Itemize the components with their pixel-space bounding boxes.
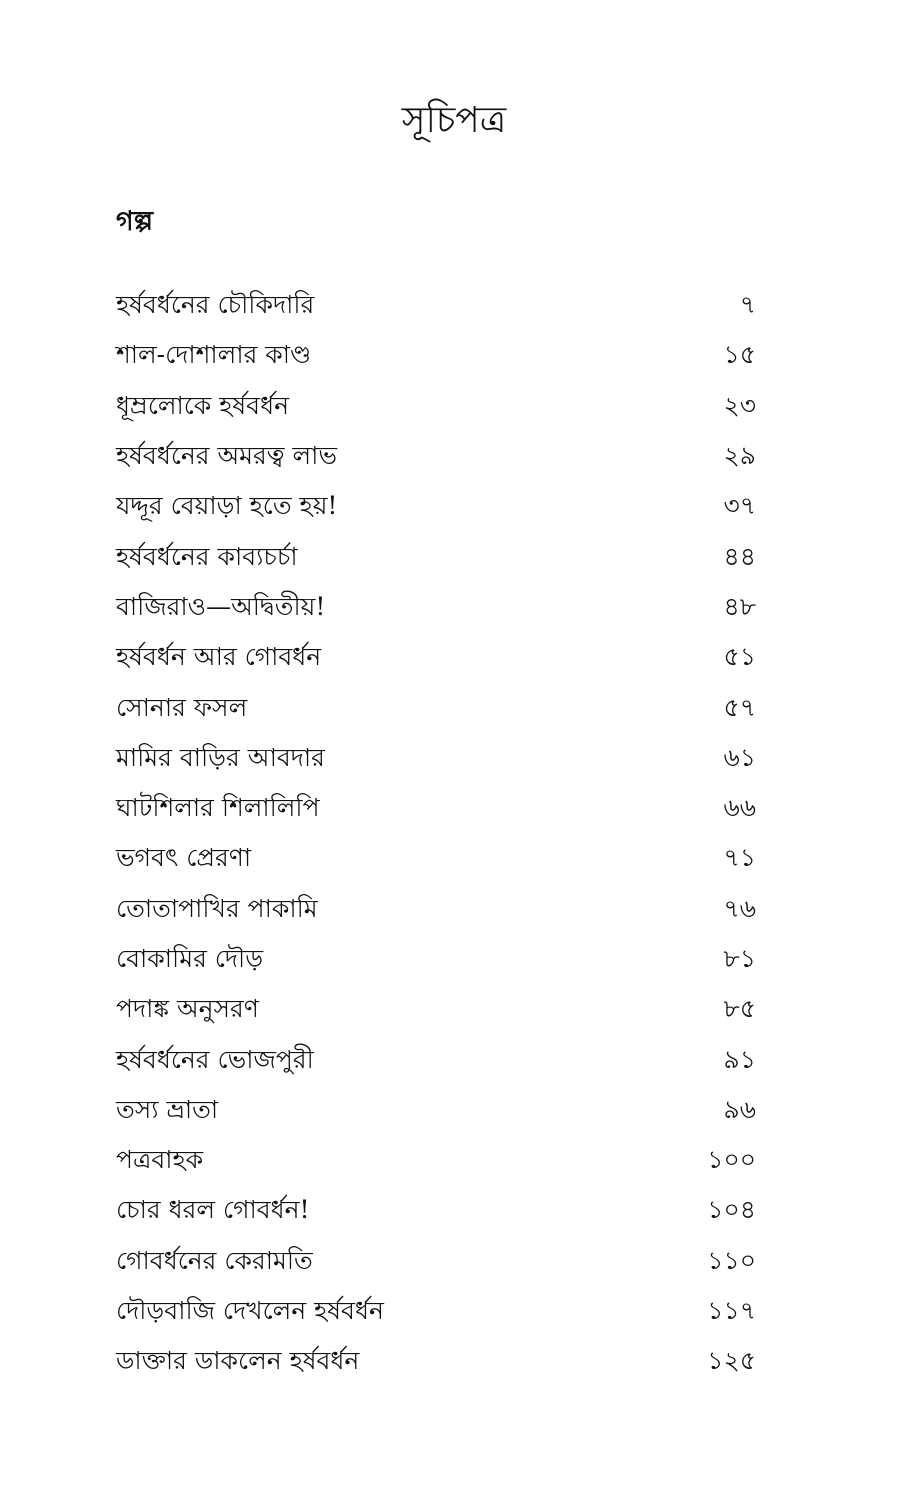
toc-entry-title: যদ্দূর বেয়াড়া হতে হয়! (116, 491, 338, 521)
toc-entry-page-number: ৭১ (723, 843, 756, 873)
toc-entry-page-number: ১০০ (707, 1145, 756, 1175)
toc-entry (116, 481, 756, 531)
toc-entry-title: শাল-দোশালার কাণ্ড (116, 340, 312, 370)
toc-entry (116, 1135, 756, 1185)
toc-entry-page-number: ৮৫ (723, 994, 756, 1024)
toc-entry (116, 1336, 756, 1386)
toc-entry-page-number: ৭ (739, 290, 756, 320)
toc-entry-title: বোকামির দৌড় (116, 944, 264, 973)
page-title: সূচিপত্র (401, 100, 507, 141)
toc-entry-page-number: ৬৬ (723, 793, 756, 823)
toc-entry (116, 1286, 756, 1336)
toc-entry-page-number: ৬১ (723, 742, 756, 772)
toc-entry-title: মামির বাড়ির আবদার (116, 742, 325, 772)
toc-entry (116, 1185, 756, 1235)
table-of-contents (116, 280, 756, 1387)
toc-entry (116, 833, 756, 883)
toc-entry-page-number: ২৯ (723, 441, 756, 471)
toc-entry-title: ভগবৎ প্রেরণা (116, 843, 252, 873)
toc-entry-title: সোনার ফসল (116, 692, 248, 722)
toc-entry-title: ঘাটশিলার শিলালিপি (116, 793, 320, 823)
toc-entry (116, 733, 756, 783)
toc-entry-title: হর্ষবর্ধনের অমরত্ব লাভ (116, 441, 338, 471)
toc-entry-page-number: ৫১ (723, 642, 756, 672)
toc-entry-page-number: ৮১ (723, 944, 756, 973)
toc-entry (116, 280, 756, 330)
toc-entry (116, 934, 756, 984)
toc-entry (116, 531, 756, 581)
toc-entry (116, 1236, 756, 1286)
toc-entry (116, 682, 756, 732)
toc-entry-title: ধূম্রলোকে হর্ষবর্ধন (116, 390, 289, 420)
toc-entry-page-number: ১০৪ (707, 1195, 756, 1225)
toc-entry-title: দৌড়বাজি দেখলেন হর্ষবর্ধন (116, 1296, 384, 1326)
toc-entry (116, 381, 756, 431)
toc-entry-page-number: ১২৫ (707, 1346, 756, 1376)
toc-entry-title: চোর ধরল গোবর্ধন! (116, 1195, 310, 1225)
toc-entry (116, 330, 756, 380)
toc-entry-page-number: ৪৪ (723, 541, 756, 571)
toc-entry-page-number: ৯১ (723, 1044, 756, 1074)
toc-entry-title: তোতাপাখির পাকামি (116, 893, 318, 923)
toc-entry-page-number: ৯৬ (723, 1094, 756, 1124)
toc-entry-page-number: ৩৭ (723, 491, 756, 521)
toc-entry (116, 884, 756, 934)
toc-entry-page-number: ৭৬ (723, 893, 756, 923)
toc-entry (116, 582, 756, 632)
toc-entry-page-number: ১১৭ (707, 1296, 756, 1326)
toc-entry-title: পত্রবাহক (116, 1145, 204, 1175)
toc-entry (116, 783, 756, 833)
toc-entry-title: পদাঙ্ক অনুসরণ (116, 994, 259, 1024)
toc-entry (116, 1085, 756, 1135)
toc-entry (116, 1034, 756, 1084)
section-heading: গল্প (116, 206, 153, 237)
toc-entry (116, 984, 756, 1034)
toc-entry-page-number: ১৫ (723, 340, 756, 370)
toc-entry-title: তস্য ভ্রাতা (116, 1094, 219, 1124)
toc-entry-page-number: ১১০ (707, 1245, 756, 1275)
toc-entry-title: গোবর্ধনের কেরামতি (116, 1245, 313, 1275)
toc-entry-page-number: ৪৮ (723, 591, 756, 621)
toc-entry-page-number: ২৩ (723, 390, 756, 420)
toc-entry (116, 431, 756, 481)
toc-entry-title: ডাক্তার ডাকলেন হর্ষবর্ধন (116, 1346, 360, 1376)
toc-entry-page-number: ৫৭ (723, 692, 756, 722)
toc-entry (116, 632, 756, 682)
toc-entry-title: বাজিরাও—অদ্বিতীয়! (116, 591, 326, 621)
toc-entry-title: হর্ষবর্ধনের কাব্যচর্চা (116, 541, 298, 571)
toc-entry-title: হর্ষবর্ধনের চৌকিদারি (116, 290, 315, 320)
toc-entry-title: হর্ষবর্ধনের ভোজপুরী (116, 1044, 314, 1074)
toc-entry-title: হর্ষবর্ধন আর গোবর্ধন (116, 642, 322, 672)
